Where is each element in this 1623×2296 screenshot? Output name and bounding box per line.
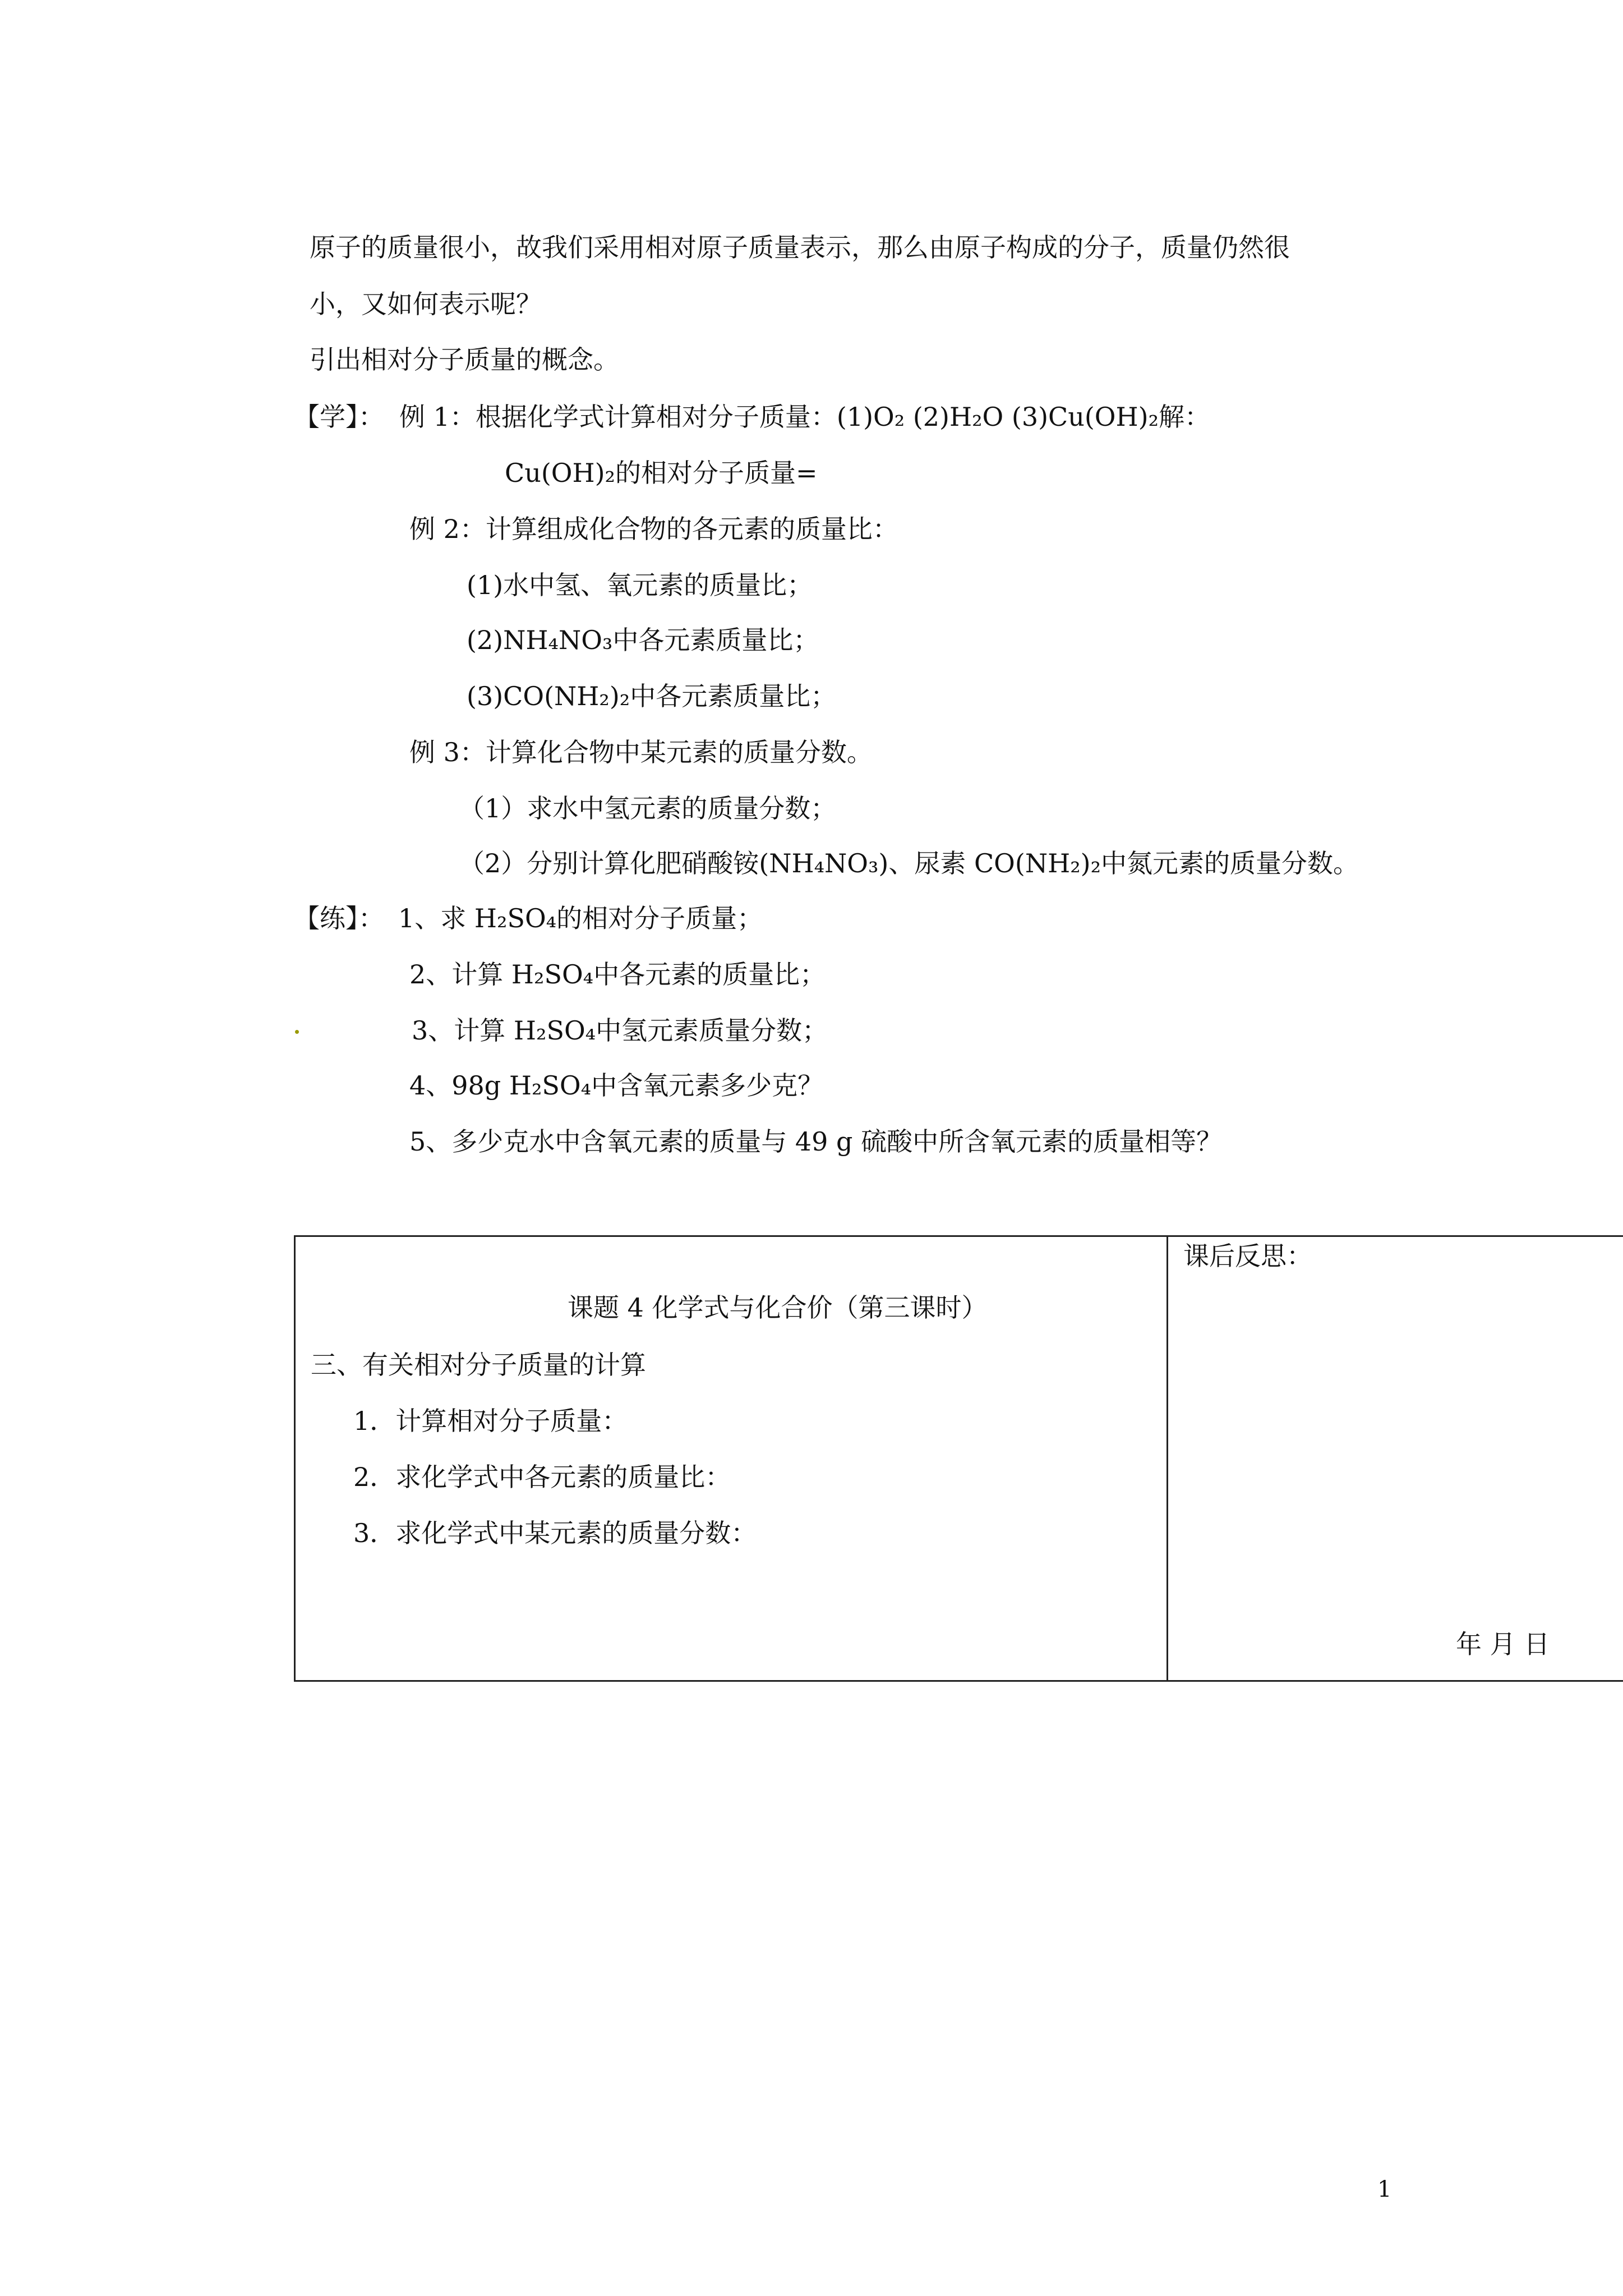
example-2-item: (3)CO(NH₂)₂中各元素质量比；: [467, 681, 837, 711]
learn-label: 【学】：: [294, 402, 384, 432]
example-2-item: (1)水中氢、氧元素的质量比；: [467, 570, 813, 600]
intro-line-3: 引出相对分子质量的概念。: [310, 344, 619, 375]
stray-mark: [295, 1030, 299, 1034]
practice-item: 3、计算 H₂SO₄中氢元素质量分数；: [412, 1015, 828, 1046]
practice-item: 5、多少克水中含氧元素的质量与 49 g 硫酸中所含氧元素的质量相等？: [409, 1126, 1223, 1157]
practice-item: 1、求 H₂SO₄的相对分子质量；: [398, 903, 763, 933]
section-heading: 三、有关相对分子质量的计算: [311, 1350, 646, 1380]
example-3-item: （1）求水中氢元素的质量分数；: [459, 793, 837, 823]
practice-item: 2、计算 H₂SO₄中各元素的质量比；: [409, 959, 826, 990]
reflection-label: 课后反思：: [1183, 1241, 1312, 1271]
date-label: 年 月 日: [1456, 1629, 1550, 1659]
summary-point: 1．计算相对分子质量：: [353, 1406, 628, 1436]
example-3-item: （2）分别计算化肥硝酸铵(NH₄NO₃)、尿素 CO(NH₂)₂中氮元素的质量分数。: [459, 848, 1359, 878]
practice-item: 4、98g H₂SO₄中含氧元素多少克？: [409, 1070, 824, 1101]
table-divider: [1166, 1235, 1168, 1682]
example-3: 例 3：计算化合物中某元素的质量分数。: [409, 737, 873, 767]
example-2-item: (2)NH₄NO₃中各元素质量比；: [467, 625, 819, 655]
summary-point: 3．求化学式中某元素的质量分数：: [353, 1518, 757, 1548]
intro-line-1: 原子的质量很小，故我们采用相对原子质量表示，那么由原子构成的分子，质量仍然很: [310, 232, 1290, 263]
summary-point: 2．求化学式中各元素的质量比：: [353, 1462, 731, 1492]
lesson-title: 课题 4 化学式与化合价（第三课时）: [568, 1292, 988, 1323]
example-1: 例 1：根据化学式计算相对分子质量：(1)O₂ (2)H₂O (3)Cu(OH)₂解：: [399, 402, 1211, 432]
practice-label: 【练】：: [294, 903, 384, 933]
example-1-answer: Cu(OH)₂的相对分子质量=: [505, 458, 818, 488]
example-2: 例 2：计算组成化合物的各元素的质量比：: [409, 514, 898, 544]
page-number: 1: [1377, 2177, 1392, 2202]
intro-line-2: 小，又如何表示呢？: [310, 289, 542, 319]
